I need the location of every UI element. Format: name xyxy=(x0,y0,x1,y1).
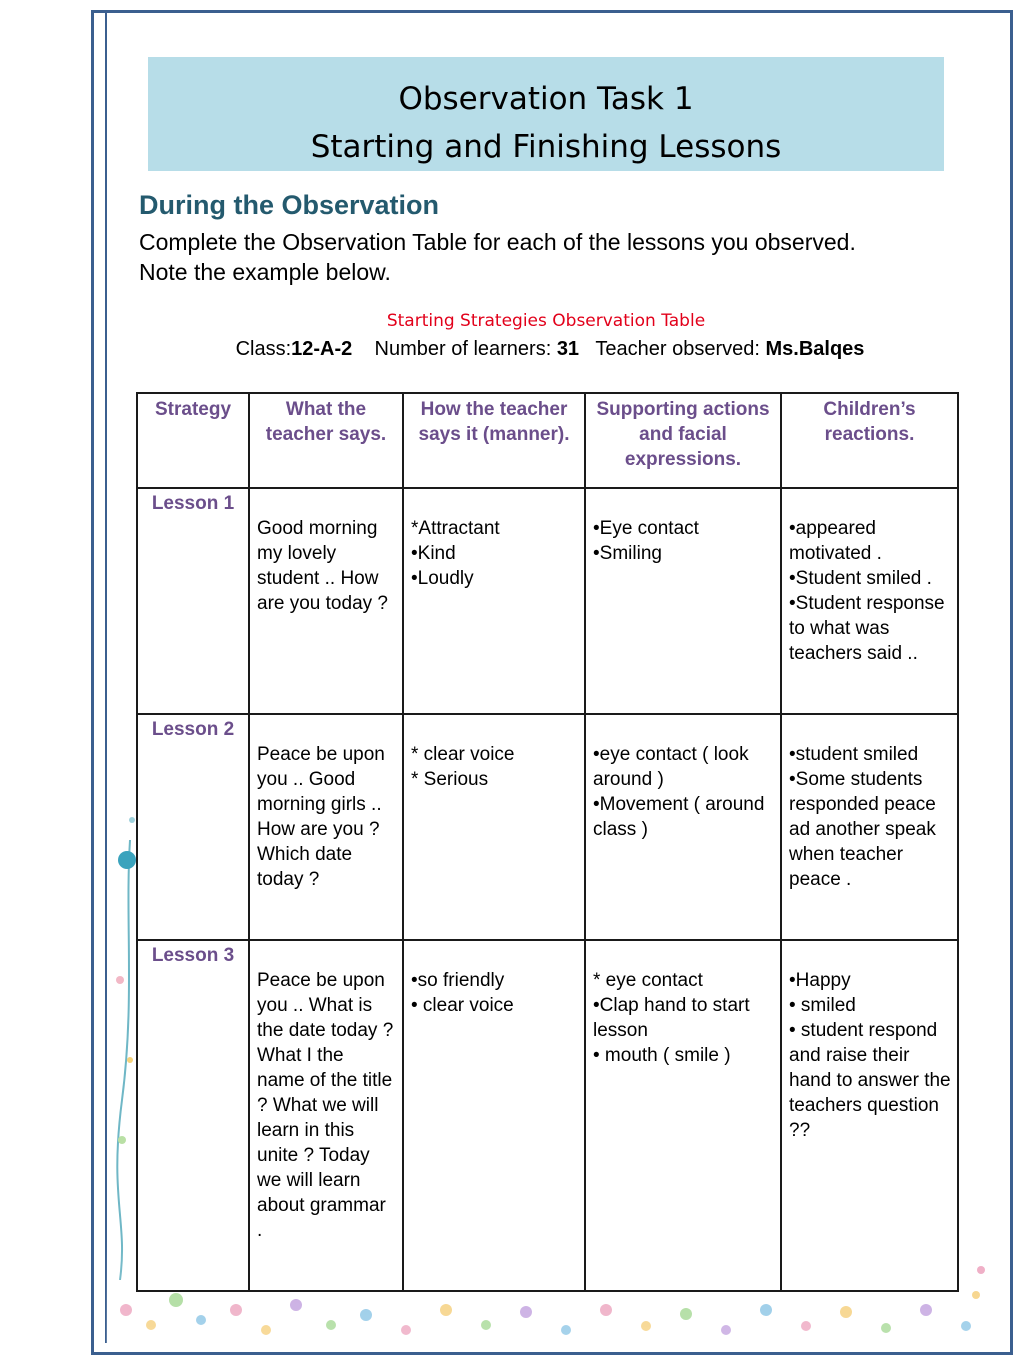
learners-value: 31 xyxy=(556,338,580,360)
actions-cell xyxy=(585,940,781,1291)
cell-text: •Smiling xyxy=(593,543,662,564)
cell-text: • mouth ( smile ) xyxy=(593,1045,731,1066)
cell-text: • student respond and raise their hand to answer the teachers question ?? xyxy=(789,1020,951,1141)
class-label: Class: xyxy=(235,338,292,360)
frame-divider xyxy=(105,13,107,1343)
cell-text: •Movement ( around class ) xyxy=(593,794,765,840)
cell-text: Peace be upon you .. What is the date today ? What I the name of the title ? What we will learn in this unite ? Today we will learn about grammar . xyxy=(257,970,394,1241)
reactions-cell xyxy=(781,714,958,940)
cell-text: •Clap hand to start lesson xyxy=(593,995,750,1041)
column-header: Strategy xyxy=(137,393,249,488)
cell-text: Good morning my lovely student .. How are you today ? xyxy=(257,518,388,614)
class-value: 12-A-2 xyxy=(291,338,353,360)
learners-label: Number of learners: xyxy=(374,338,557,360)
manner-cell xyxy=(403,940,585,1291)
table-header-row xyxy=(137,393,958,488)
cell-text: •appeared motivated . xyxy=(789,518,882,564)
title-banner xyxy=(148,57,944,171)
teacher-says-cell xyxy=(249,714,403,940)
page-title: Observation Task 1 xyxy=(398,81,694,117)
cell-text: * eye contact xyxy=(593,970,703,991)
manner-cell xyxy=(403,714,585,940)
cell-text: •Happy xyxy=(789,970,851,991)
manner-cell xyxy=(403,488,585,714)
teacher-says-cell xyxy=(249,940,403,1291)
teacher-label: Teacher observed: xyxy=(595,338,766,360)
instructions-text: Complete the Observation Table for each of the lessons you observed. Note the example below. xyxy=(139,229,856,285)
cell-text: •Some students responded peace ad another speak when teacher peace . xyxy=(789,769,936,890)
column-header: How the teacher says it (manner). xyxy=(403,393,585,488)
column-header: Children’s reactions. xyxy=(781,393,958,488)
page-subtitle: Starting and Finishing Lessons xyxy=(310,129,782,165)
cell-text: •so friendly xyxy=(411,970,505,991)
cell-text: • smiled xyxy=(789,995,856,1016)
cell-text: •Eye contact xyxy=(593,518,699,539)
table-row xyxy=(137,714,958,940)
lesson-label: Lesson 3 xyxy=(137,940,249,1291)
cell-text: •Loudly xyxy=(411,568,474,589)
table-row xyxy=(137,488,958,714)
cell-text: •Student response to what was teachers said .. xyxy=(789,593,945,664)
class-info xyxy=(100,338,1000,361)
cell-text: •Student smiled . xyxy=(789,568,932,589)
cell-text: *Attractant xyxy=(411,518,500,539)
cell-text: * Serious xyxy=(411,769,489,790)
cell-text: •eye contact ( look around ) xyxy=(593,744,749,790)
cell-text: •Kind xyxy=(411,543,456,564)
cell-text: Peace be upon you .. Good morning girls .. How are you ? Which date today ? xyxy=(257,744,385,890)
actions-cell xyxy=(585,488,781,714)
section-heading: During the Observation xyxy=(139,190,440,220)
lesson-label: Lesson 2 xyxy=(137,714,249,940)
column-header: Supporting actions and facial expressions. xyxy=(585,393,781,488)
cell-text: • clear voice xyxy=(411,995,514,1016)
reactions-cell xyxy=(781,940,958,1291)
cell-text: * clear voice xyxy=(411,744,515,765)
lesson-label: Lesson 1 xyxy=(137,488,249,714)
teacher-says-cell xyxy=(249,488,403,714)
observation-table xyxy=(136,392,959,1292)
reactions-cell xyxy=(781,488,958,714)
teacher-value: Ms.Balqes xyxy=(765,338,865,360)
actions-cell xyxy=(585,714,781,940)
column-header: What the teacher says. xyxy=(249,393,403,488)
table-row xyxy=(137,940,958,1291)
cell-text: •student smiled xyxy=(789,744,919,765)
table-title: Starting Strategies Observation Table xyxy=(386,311,706,331)
